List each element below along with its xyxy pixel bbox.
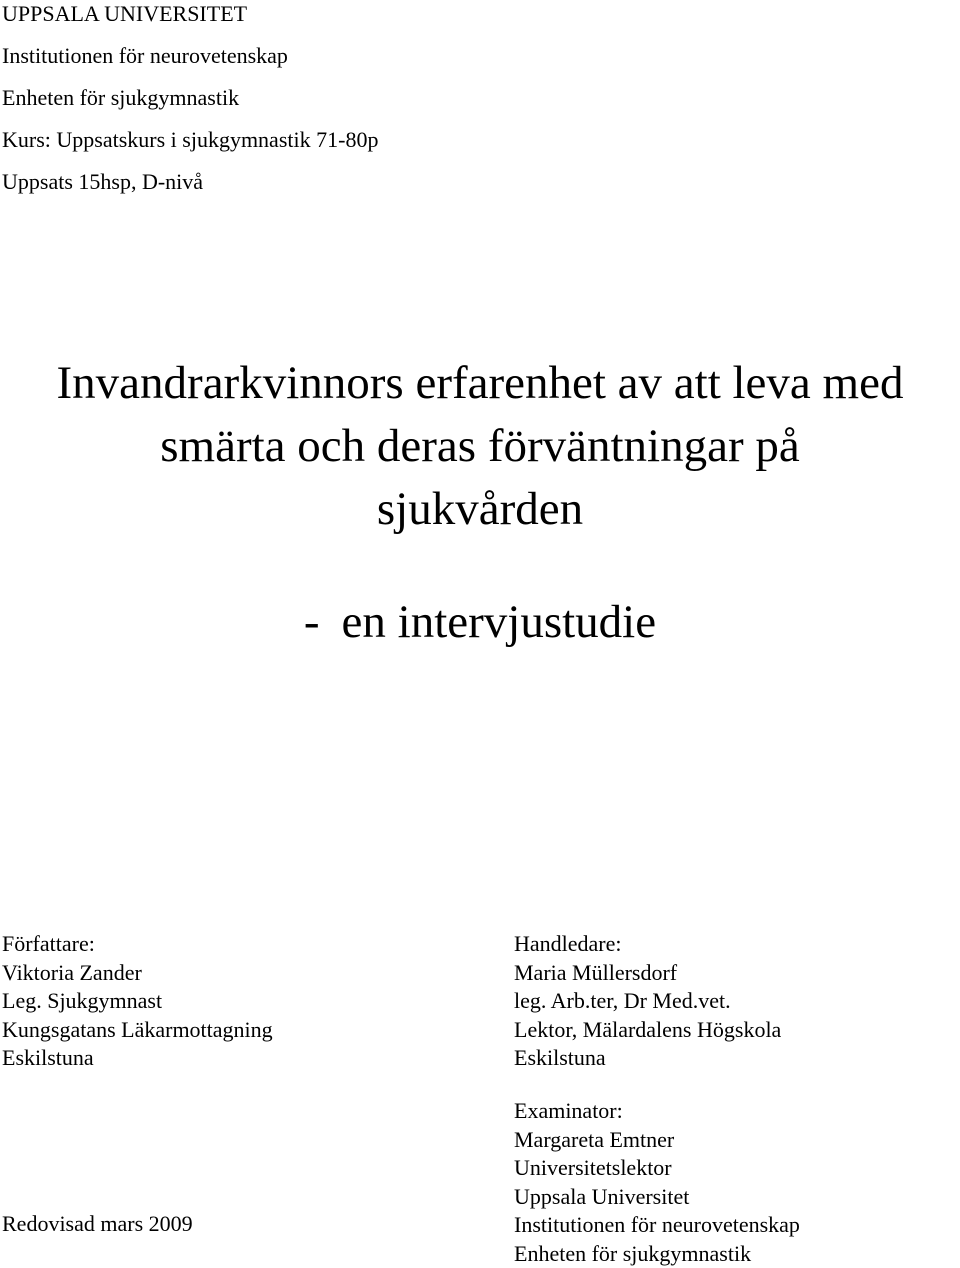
supervisor-name: Maria Müllersdorf bbox=[514, 959, 781, 988]
supervisor-label: Handledare: bbox=[514, 930, 781, 959]
supervisor-city: Eskilstuna bbox=[514, 1044, 781, 1073]
thesis-title bbox=[0, 352, 960, 541]
title-line-2: smärta och deras förväntningar på bbox=[0, 415, 960, 478]
author-name: Viktoria Zander bbox=[2, 959, 273, 988]
examiner-department: Institutionen för neurovetenskap bbox=[514, 1211, 800, 1240]
examiner-unit: Enheten för sjukgymnastik bbox=[514, 1240, 800, 1268]
supervisor-degree: leg. Arb.ter, Dr Med.vet. bbox=[514, 987, 781, 1016]
department-name: Institutionen för neurovetenskap bbox=[2, 42, 378, 84]
title-line-3: sjukvården bbox=[0, 478, 960, 541]
institution-header bbox=[2, 0, 378, 210]
author-label: Författare: bbox=[2, 930, 273, 959]
presentation-date: Redovisad mars 2009 bbox=[2, 1210, 193, 1238]
unit-name: Enheten för sjukgymnastik bbox=[2, 84, 378, 126]
examiner-university: Uppsala Universitet bbox=[514, 1183, 800, 1212]
university-name: UPPSALA UNIVERSITET bbox=[2, 0, 378, 42]
author-city: Eskilstuna bbox=[2, 1044, 273, 1073]
examiner-name: Margareta Emtner bbox=[514, 1126, 800, 1155]
examiner-block bbox=[514, 1097, 800, 1268]
supervisor-block bbox=[514, 930, 781, 1073]
subtitle-dash: - bbox=[304, 596, 320, 648]
examiner-label: Examinator: bbox=[514, 1097, 800, 1126]
thesis-subtitle bbox=[0, 594, 960, 650]
examiner-position: Universitetslektor bbox=[514, 1154, 800, 1183]
subtitle-text: en intervjustudie bbox=[342, 596, 657, 648]
course-name: Kurs: Uppsatskurs i sjukgymnastik 71-80p bbox=[2, 126, 378, 168]
author-title: Leg. Sjukgymnast bbox=[2, 987, 273, 1016]
supervisor-position: Lektor, Mälardalens Högskola bbox=[514, 1016, 781, 1045]
author-workplace: Kungsgatans Läkarmottagning bbox=[2, 1016, 273, 1045]
author-block bbox=[2, 930, 273, 1073]
thesis-level: Uppsats 15hsp, D-nivå bbox=[2, 168, 378, 210]
title-line-1: Invandrarkvinnors erfarenhet av att leva med bbox=[0, 352, 960, 415]
